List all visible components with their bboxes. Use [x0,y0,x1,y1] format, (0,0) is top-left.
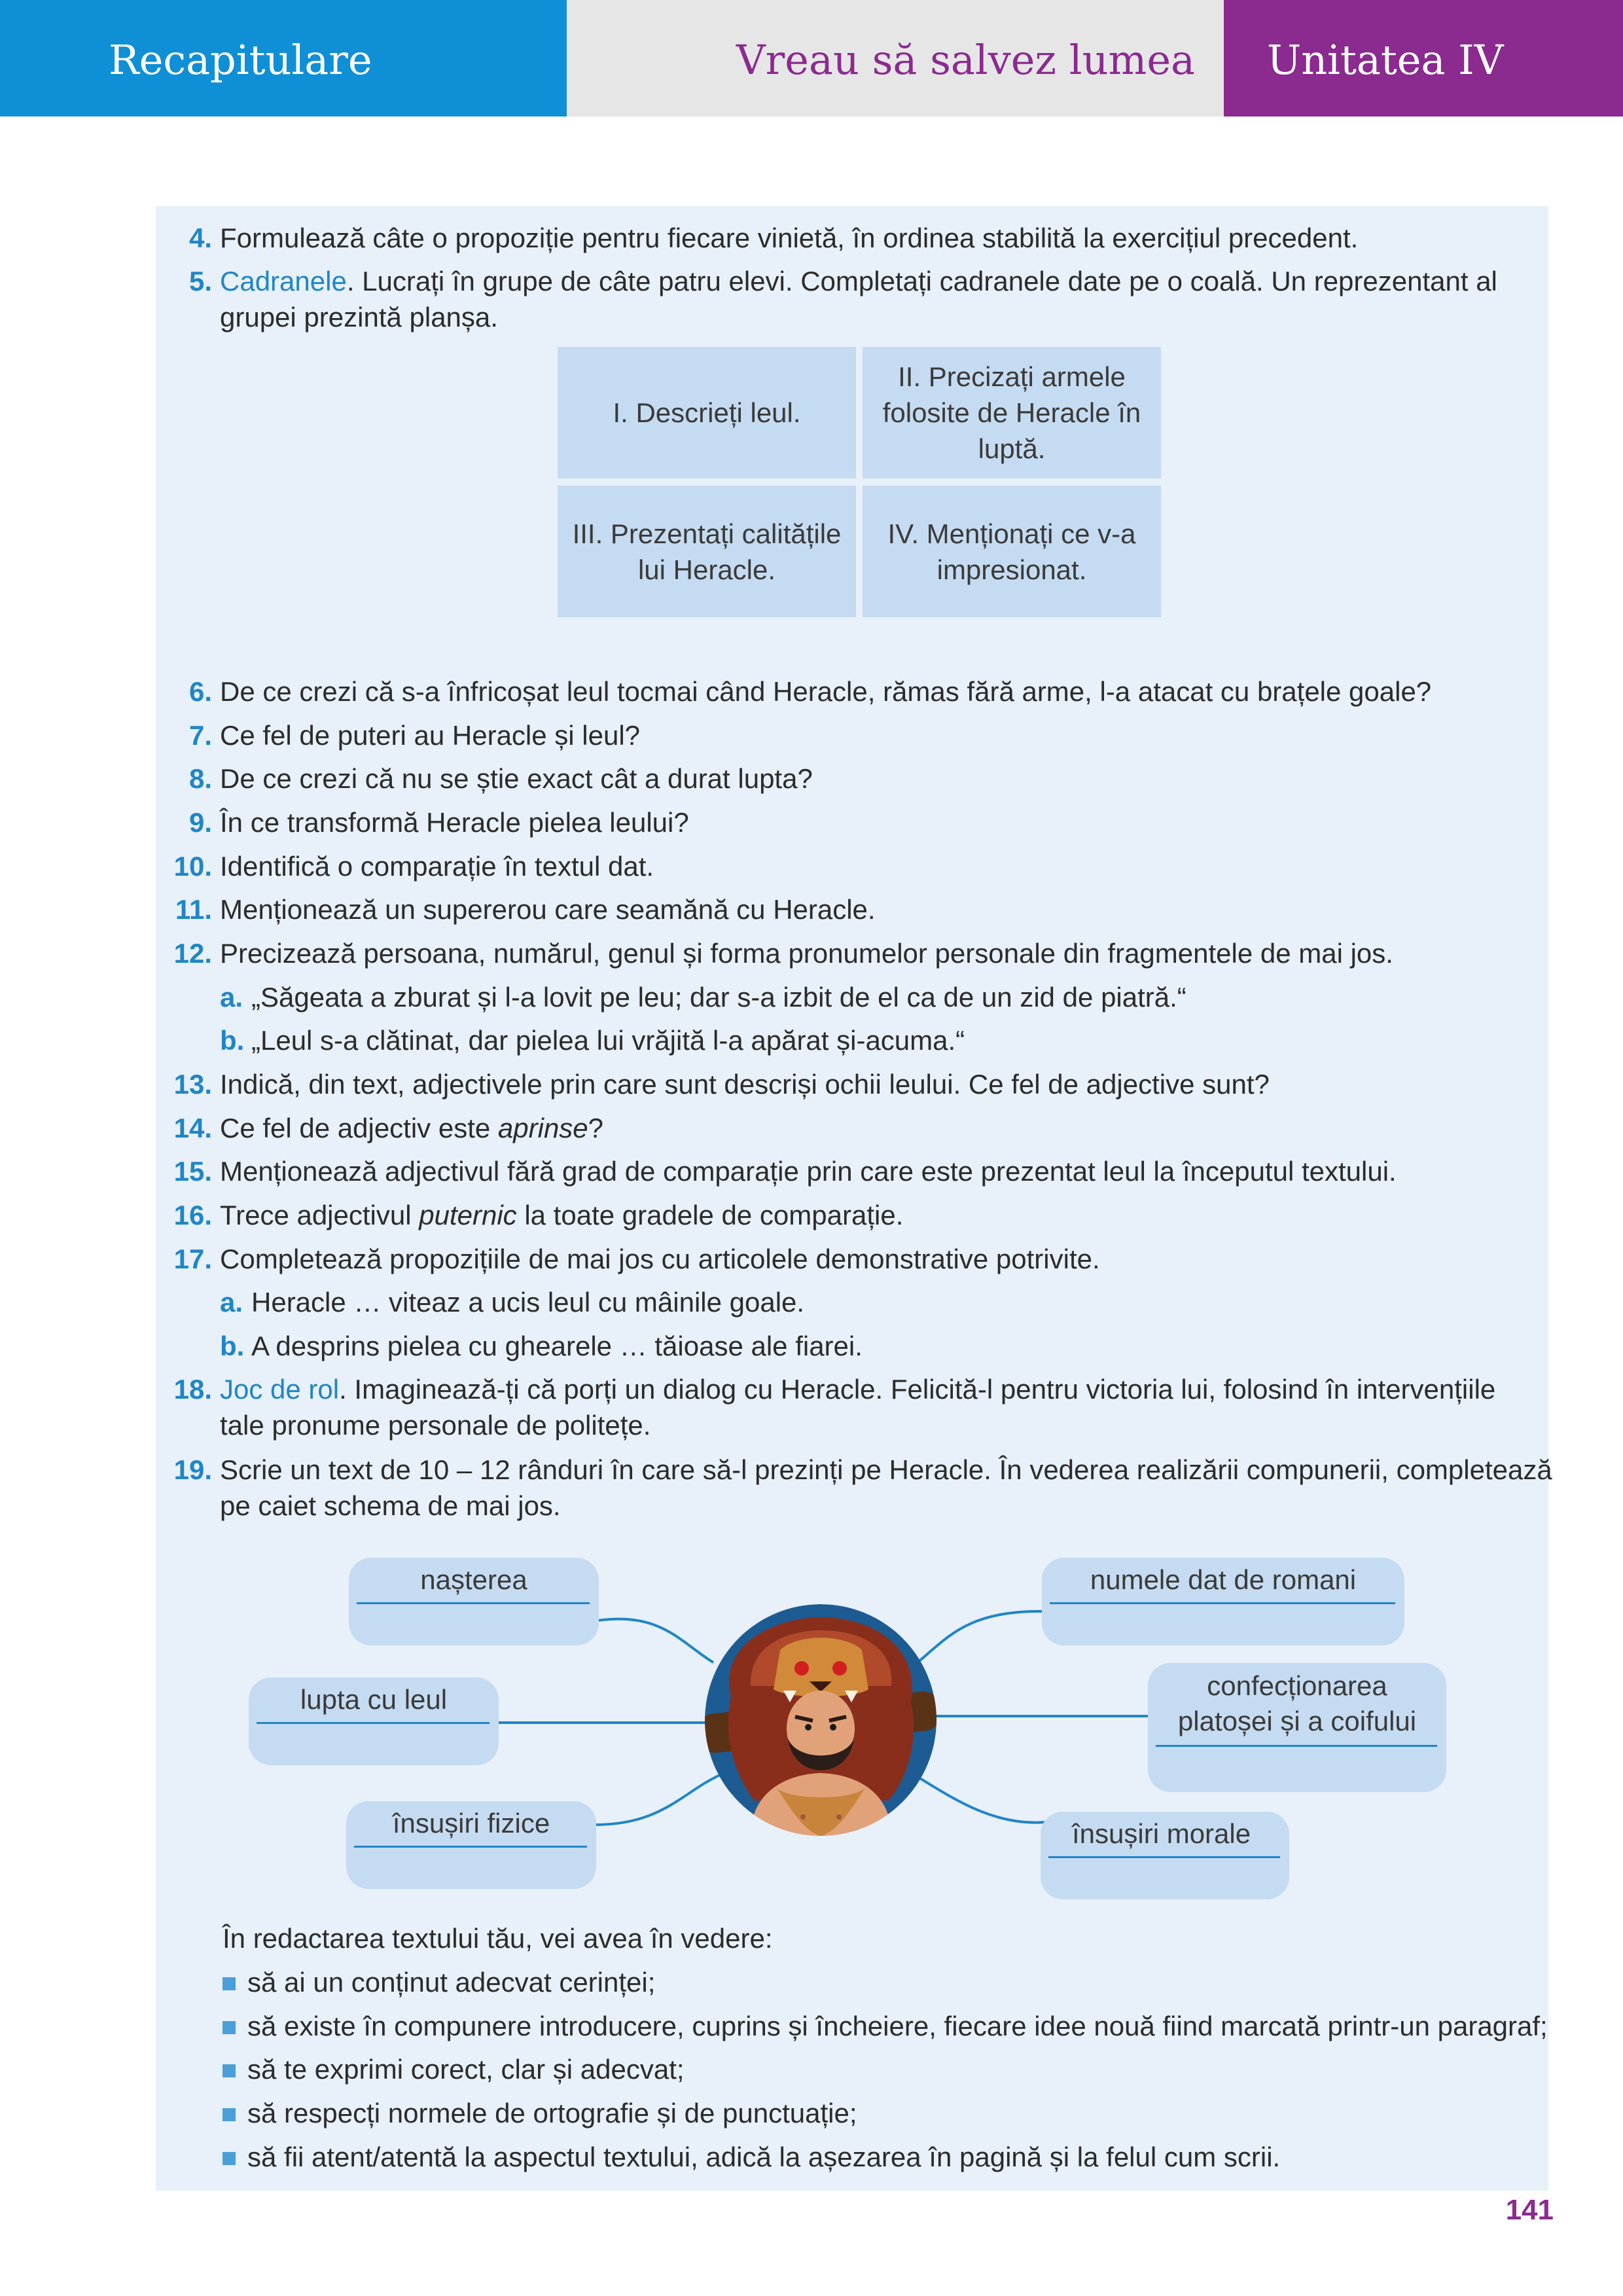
question-number: 10. [173,851,212,882]
quadrant-2 [863,347,1161,478]
question-10 [173,848,1529,884]
node-label: numele dat de romani [1090,1564,1357,1595]
italic-word: puternic [419,1200,517,1230]
question-number: 9. [188,807,212,838]
requirement-text: să fii atent/atentă la aspectul textului, adică la așezarea în pagină și la felul cum scrii. [247,2142,1281,2172]
question-number: 15. [173,1156,212,1187]
requirement-text: să existe în compunere introducere, cuprins și încheiere, fiecare idee nouă fiind marcată printr-un paragraf; [247,2011,1548,2041]
node-numele-dat-de-romani [1042,1558,1404,1645]
bullet-square-icon [223,2108,236,2121]
heracle-illustration [705,1604,936,1836]
question-number: 4. [188,223,212,253]
question-text-end: ? [588,1113,604,1143]
question-text: Identifică o comparație în textul dat. [220,851,654,882]
question-term: Joc de rol [220,1374,340,1405]
question-number: 19. [173,1454,212,1485]
question-19 [173,1452,1552,1524]
node-blank-line [354,1846,587,1848]
question-number: 16. [173,1200,212,1230]
question-text: Completează propozițiile de mai jos cu articolele demonstrative potrivite. [220,1244,1100,1274]
node-label: însușiri fizice [392,1808,550,1839]
node-nasterea [349,1558,599,1645]
question-number: 18. [173,1374,212,1405]
question-text: . Imaginează-ți că porți un dialog cu Heracle. Felicită-l pentru victoria lui, folosind în intervențiile [339,1374,1496,1405]
question-number: 12. [173,938,212,969]
subitem-letter: a. [220,982,243,1013]
requirement-text: să respecți normele de ortografie și de punctuație; [247,2098,857,2128]
node-insusiri-morale [1041,1812,1289,1899]
node-blank-line [1156,1745,1437,1747]
question-number: 6. [188,676,212,707]
question-4 [188,220,1529,256]
quadrant-grid [558,347,1161,618]
node-blank-line [1050,1602,1395,1604]
question-text-end: la toate gradele de comparație. [516,1200,904,1230]
question-text: De ce crezi că s-a înfricoșat leul tocmai când Heracle, rămas fără arme, l-a atacat cu brațele goale? [220,676,1432,707]
subitem-text: „Săgeata a zburat și l-a lovit pe leu; dar s-a izbit de el ca de un zid de piatră.“ [251,982,1186,1013]
bullet-square-icon [223,2152,236,2165]
node-label: nașterea [420,1564,527,1595]
section-tab [0,0,567,117]
question-text: . Lucrați în grupe de câte patru elevi. Completați cadranele date pe o coală. Un reprezentant al [346,266,1497,296]
italic-word: aprinse [497,1113,588,1143]
requirement-text: să te exprimi corect, clar și adecvat; [247,2054,685,2085]
question-text-cont: pe caiet schema de mai jos. [220,1490,561,1521]
question-18 [173,1371,1529,1443]
question-number: 14. [173,1113,212,1143]
quadrant-3 [558,486,856,617]
question-12 [173,935,1529,971]
bullet-square-icon [223,2021,236,2034]
quadrant-text: III. Prezentați calitățile lui Heracle. [572,518,842,585]
question-text: Scrie un text de 10 – 12 rânduri în care să-l prezinți pe Heracle. În vederea realizării compunerii, completează [220,1454,1552,1485]
requirements-intro: În redactarea textului tău, vei avea în vedere: [223,1923,773,1954]
node-insusiri-fizice [346,1801,596,1889]
question-text: Ce fel de adjectiv este [220,1113,498,1143]
question-number: 8. [188,763,212,794]
quadrant-text: II. Precizați armele folosite de Heracle în luptă. [882,361,1141,464]
question-text: Formulează câte o propoziție pentru fiecare vinietă, în ordinea stabilită la exercițiul precedent. [220,223,1359,253]
question-text: Menționează adjectivul fără grad de comparație prin care este prezentat leul la începutul textului. [220,1156,1397,1187]
question-8 [188,761,1529,797]
question-number: 13. [173,1069,212,1100]
question-17 [173,1241,1529,1277]
question-5 [188,263,1529,335]
quadrant-text: IV. Menționați ce v-a impresionat. [887,518,1136,585]
question-text: Ce fel de puteri au Heracle și leul? [220,720,641,751]
lesson-tab [567,0,1224,117]
question-16 [173,1197,1529,1233]
question-text: Menționează un supererou care seamănă cu Heracle. [220,894,876,925]
section-title: Recapitulare [109,36,372,84]
node-label-cont: platoșei și a coifului [1177,1706,1417,1736]
quadrant-4 [863,486,1161,617]
node-label: însușiri morale [1072,1818,1251,1849]
header-bar [0,0,1623,117]
node-confectionarea-platosei [1148,1663,1446,1792]
requirement-text: să ai un conținut adecvat cerinței; [247,1967,656,1998]
bullet-square-icon [223,2064,236,2077]
question-term: Cadranele [220,266,347,296]
subitem-text: Heracle … viteaz a ucis leul cu mâinile goale. [251,1287,805,1318]
question-11 [175,891,1529,927]
quadrant-1 [558,347,856,478]
lesson-title: Vreau să salvez lumea [736,36,1195,84]
question-text: De ce crezi că nu se știe exact cât a durat lupta? [220,763,813,794]
question-text-cont: grupei prezintă planșa. [220,302,498,332]
subitem-letter: b. [220,1331,245,1361]
question-number: 11. [175,894,212,925]
heracle-portrait [705,1604,936,1836]
node-blank-line [357,1602,590,1604]
question-9 [188,804,1529,840]
question-13 [173,1066,1529,1102]
node-label: confecționarea [1207,1670,1387,1701]
question-text: Precizează persoana, numărul, genul și forma pronumelor personale din fragmentele de mai jos. [220,938,1393,969]
question-text-cont: tale pronume personale de politețe. [220,1410,651,1441]
question-7 [188,717,1529,753]
page-number: 141 [1505,2194,1554,2226]
question-text: Indică, din text, adjectivele prin care sunt descriși ochii leului. Ce fel de adjective sunt? [220,1069,1270,1100]
question-number: 5. [188,266,212,296]
unit-title: Unitatea IV [1267,36,1504,84]
question-number: 17. [173,1244,212,1274]
question-text: Trece adjectivul [220,1200,419,1230]
subitem-text: „Leul s-a clătinat, dar pielea lui vrăjită l-a apărat și-acuma.“ [251,1025,965,1056]
question-number: 7. [188,720,212,751]
question-text: În ce transformă Heracle pielea leului? [220,807,689,838]
quadrant-text: I. Descrieți leul. [613,397,801,428]
node-lupta-cu-leul [249,1677,499,1765]
question-14 [173,1110,1529,1146]
node-label: lupta cu leul [300,1684,448,1715]
node-blank-line [1048,1856,1280,1858]
unit-tab [1224,0,1623,117]
subitem-letter: a. [220,1287,243,1318]
node-blank-line [257,1722,490,1724]
subitem-text: A desprins pielea cu ghearele … tăioase ale fiarei. [251,1331,863,1361]
bullet-square-icon [223,1977,236,1990]
question-15 [173,1153,1529,1189]
subitem-letter: b. [220,1025,245,1056]
question-6 [188,673,1529,709]
